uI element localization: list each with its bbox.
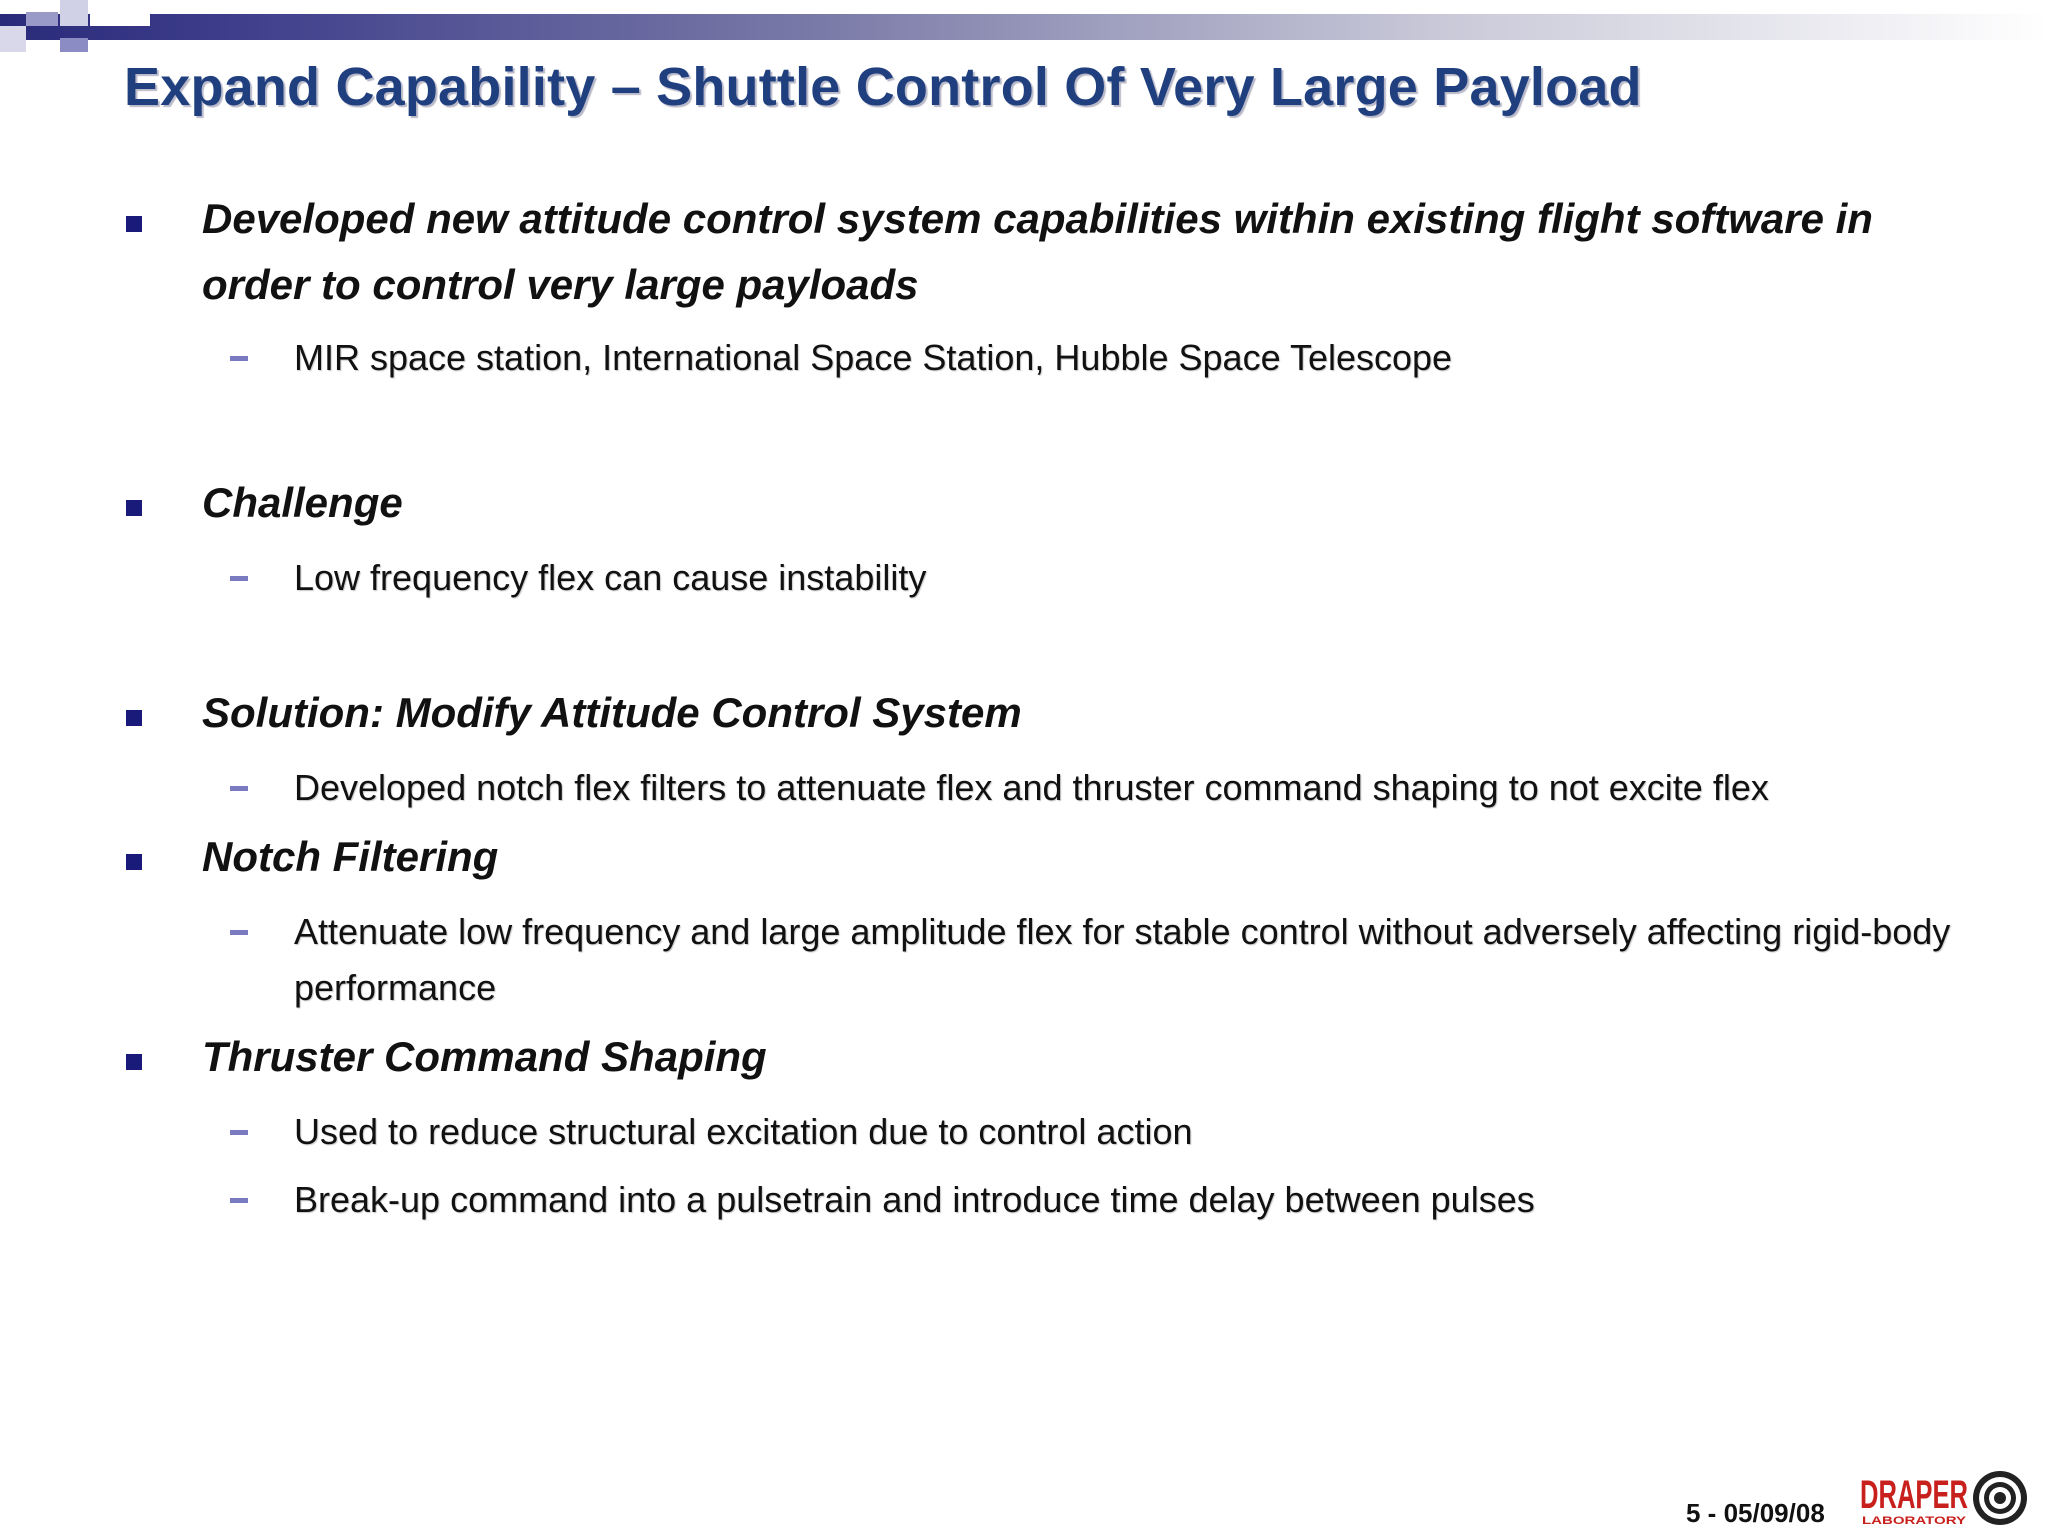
logo-main-text: DRAPER xyxy=(1860,1473,1969,1517)
dash-bullet-icon xyxy=(230,1130,248,1135)
dash-bullet-icon xyxy=(230,786,248,791)
draper-laboratory-logo xyxy=(1858,1466,2030,1528)
dash-bullet-icon xyxy=(230,1198,248,1203)
page-number-date: 5 - 05/09/08 xyxy=(1686,1498,1825,1528)
square-bullet-icon xyxy=(126,500,142,516)
bullet-text: Notch Filtering xyxy=(202,833,499,880)
target-rings-icon xyxy=(1973,1471,2027,1525)
square-bullet-icon xyxy=(126,1054,142,1070)
bullet-text: Solution: Modify Attitude Control System xyxy=(202,689,1022,736)
logo-sub-text: LABORATORY xyxy=(1862,1515,1967,1527)
sub-text: Attenuate low frequency and large amplitude flex for stable control without adversely affecting rigid-body performance xyxy=(294,911,1951,1008)
square-bullet-icon xyxy=(126,854,142,870)
corner-decoration xyxy=(0,0,160,56)
bullet-text: Developed new attitude control system capabilities within existing flight software in order to control very large payloads xyxy=(202,195,1873,308)
bullet-text: Thruster Command Shaping xyxy=(202,1033,767,1080)
sub-text: Low frequency flex can cause instability xyxy=(294,557,927,598)
slide-title: Expand Capability – Shuttle Control Of Very Large Payload xyxy=(124,57,1642,117)
bullet-text: Challenge xyxy=(202,479,403,526)
dash-bullet-icon xyxy=(230,576,248,581)
dash-bullet-icon xyxy=(230,356,248,361)
sub-text: Developed notch flex filters to attenuate flex and thruster command shaping to not excite flex xyxy=(294,767,1769,808)
square-bullet-icon xyxy=(126,216,142,232)
sub-text: Break-up command into a pulsetrain and introduce time delay between pulses xyxy=(294,1179,1535,1220)
dash-bullet-icon xyxy=(230,930,248,935)
header-gradient-bar xyxy=(0,14,2048,40)
square-bullet-icon xyxy=(126,710,142,726)
sub-text: Used to reduce structural excitation due to control action xyxy=(294,1111,1193,1152)
sub-text: MIR space station, International Space Station, Hubble Space Telescope xyxy=(294,337,1453,378)
